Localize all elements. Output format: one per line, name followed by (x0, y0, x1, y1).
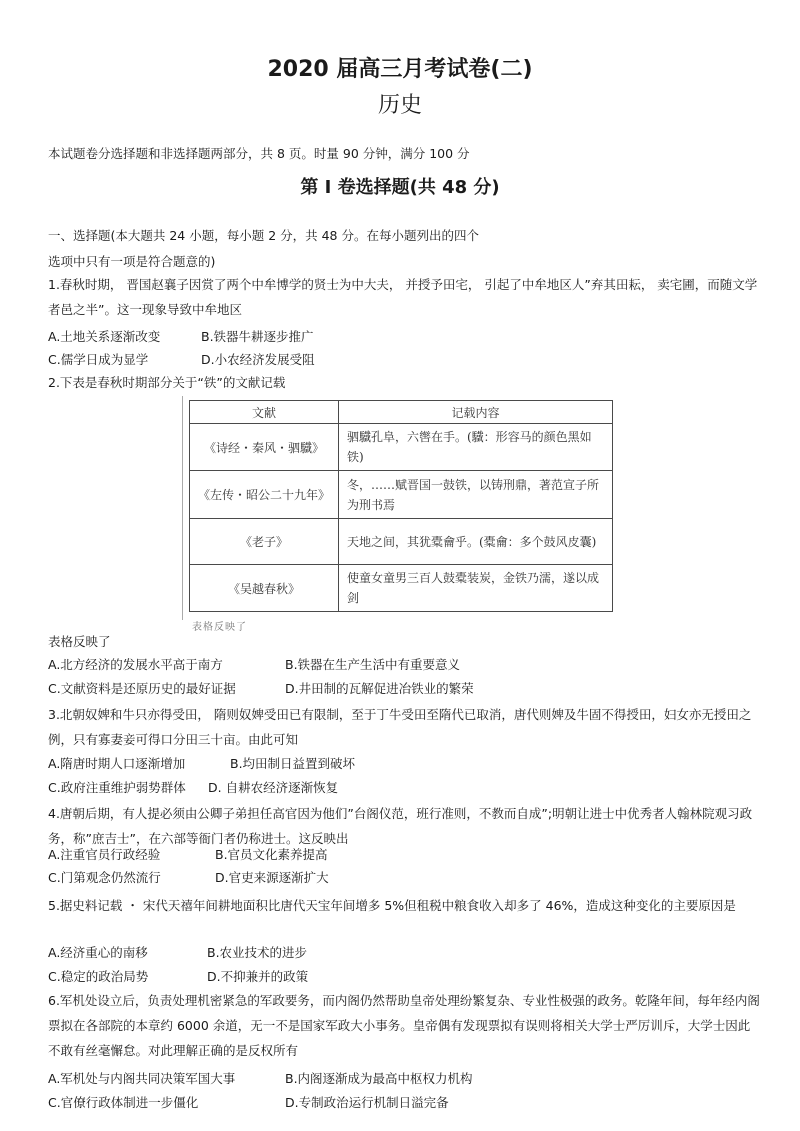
question-5-option-a: A.经济重心的南移 (48, 945, 148, 960)
question-4-option-c: C.门第观念仍然流行 (48, 870, 161, 885)
table-cell-content: 天地之间，其犹橐龠乎。(橐龠：多个鼓风皮囊) (339, 519, 613, 565)
table-header-source: 文献 (190, 401, 339, 424)
instructions-line-2: 选项中只有一项是符合题意的) (48, 254, 216, 269)
table-cell-source: 《吴越春秋》 (190, 565, 339, 612)
question-5-stem: 5.据史料记载 ・ 宋代天禧年间耕地面积比唐代天宝年间增多 5%但租税中粮食收入却多了 46%，造成这种变化的主要原因是 (48, 898, 736, 913)
question-2-option-b: B.铁器在生产生活中有重要意义 (285, 657, 461, 672)
question-6-option-b: B.内阁逐渐成为最高中枢权力机构 (285, 1071, 473, 1086)
question-4-option-a: A.注重官员行政经验 (48, 847, 161, 862)
question-2-follow: 表格反映了 (48, 634, 111, 649)
table-row (190, 471, 613, 519)
table-header-content: 记载内容 (339, 401, 613, 424)
question-3-option-a: A.隋唐时期人口逐渐增加 (48, 756, 186, 771)
question-4-option-d: D.官吏来源逐渐扩大 (215, 870, 329, 885)
exam-title: 2020 届高三月考试卷(二) (267, 57, 533, 82)
question-4-option-b: B.官员文化素养提高 (215, 847, 328, 862)
table-row (190, 565, 613, 612)
table-cutoff-text: 表格反映了 (192, 622, 247, 633)
table-cell-content: 使童女童男三百人鼓橐装炭，金铁乃濡，遂以成剑 (339, 565, 613, 612)
question-2-option-a: A.北方经济的发展水平高于南方 (48, 657, 223, 672)
table-cell-source: 《诗经・秦风・驷驖》 (190, 424, 339, 471)
question-5-option-d: D.不抑兼并的政策 (207, 969, 309, 984)
question-3-option-c: C.政府注重维护弱势群体 (48, 780, 186, 795)
question-6-option-c: C.官僚行政体制进一步僵化 (48, 1095, 199, 1110)
table-cell-source: 《老子》 (190, 519, 339, 565)
table-cell-content: 冬，……赋晋国一鼓铁，以铸刑鼎，著范宣子所为刑书焉 (339, 471, 613, 519)
question-5-option-c: C.稳定的政治局势 (48, 969, 149, 984)
table-cell-source: 《左传・昭公二十九年》 (190, 471, 339, 519)
question-3-option-b: B.均田制日益置到破坏 (230, 756, 356, 771)
question-6-option-d: D.专制政治运行机制日溢完备 (285, 1095, 449, 1110)
table-cell-content: 驷驖孔阜，六辔在手。(驖：形容马的颜色黑如铁) (339, 424, 613, 471)
question-4-stem: 4.唐朝后期，有人提必须由公卿子弟担任高官因为他们”台阁仪范，班行准则，不教而自成”;明朝让进士中优秀者人翰林院观习政务，称”庶吉士”，在六部等衙门者仍称进士。这反映出 (48, 806, 753, 846)
question-2-option-c: C.文献资料是还原历史的最好证据 (48, 681, 236, 696)
instructions-line-1: 一、选择题(本大题共 24 小题，每小题 2 分，共 48 分。在每小题列出的四个 (48, 228, 479, 243)
question-3-option-d: D. 自耕农经济逐渐恢复 (208, 780, 339, 795)
question-6-stem: 6.军机处设立后，负责处理机密紧急的军政要务，而内阁仍然帮助皇帝处理纷繁复杂、专业性极强的政务。乾隆年间，每年经内阁票拟在各部院的本章约 6000 余道，无一不是国家军政大小事务。皇帝偶有发现票拟有误则将相关大学士严厉训斥，大学士因此不敢有丝毫懈怠。对此理解正确的是反权所有 (48, 993, 760, 1058)
table-row (190, 424, 613, 471)
subject-title: 历史 (377, 93, 422, 118)
table-scan-edge (182, 396, 189, 620)
table-row (190, 519, 613, 565)
question-1-stem: 1.春秋时期， 晋国赵襄子因赏了两个中牟博学的贤士为中大夫， 并授予田宅， 引起了中牟地区人”弃其田耘， 卖宅圃，而随文学者邑之半”。这一现象导致中牟地区 (48, 277, 758, 317)
question-6-option-a: A.军机处与内阁共同决策军国大事 (48, 1071, 236, 1086)
question-1-option-d: D.小农经济发展受阻 (201, 352, 315, 367)
question-2-option-d: D.井田制的瓦解促进冶铁业的繁荣 (285, 681, 474, 696)
question-2-stem: 2.下表是春秋时期部分关于“铁”的文献记载 (48, 375, 286, 390)
question-5-option-b: B.农业技术的进步 (207, 945, 308, 960)
question-1-option-c: C.儒学日成为显学 (48, 352, 149, 367)
question-1-option-a: A.土地关系逐渐改变 (48, 329, 161, 344)
question-1-option-b: B.铁器牛耕逐步推广 (201, 329, 314, 344)
document-table (189, 400, 613, 612)
part-title: 第 I 卷选择题(共 48 分) (300, 177, 500, 198)
table-header-row (190, 401, 613, 424)
question-3-stem: 3.北朝奴婢和牛只亦得受田， 隋则奴婢受田已有限制，至于丁牛受田至隋代已取消，唐代则婢及牛固不得授田，妇女亦无授田之例，只有寡妻妾可得口分田三十亩。由此可知 (48, 707, 752, 747)
exam-intro: 本试题卷分选择题和非选择题两部分，共 8 页。时量 90 分钟，满分 100 分 (48, 146, 470, 161)
